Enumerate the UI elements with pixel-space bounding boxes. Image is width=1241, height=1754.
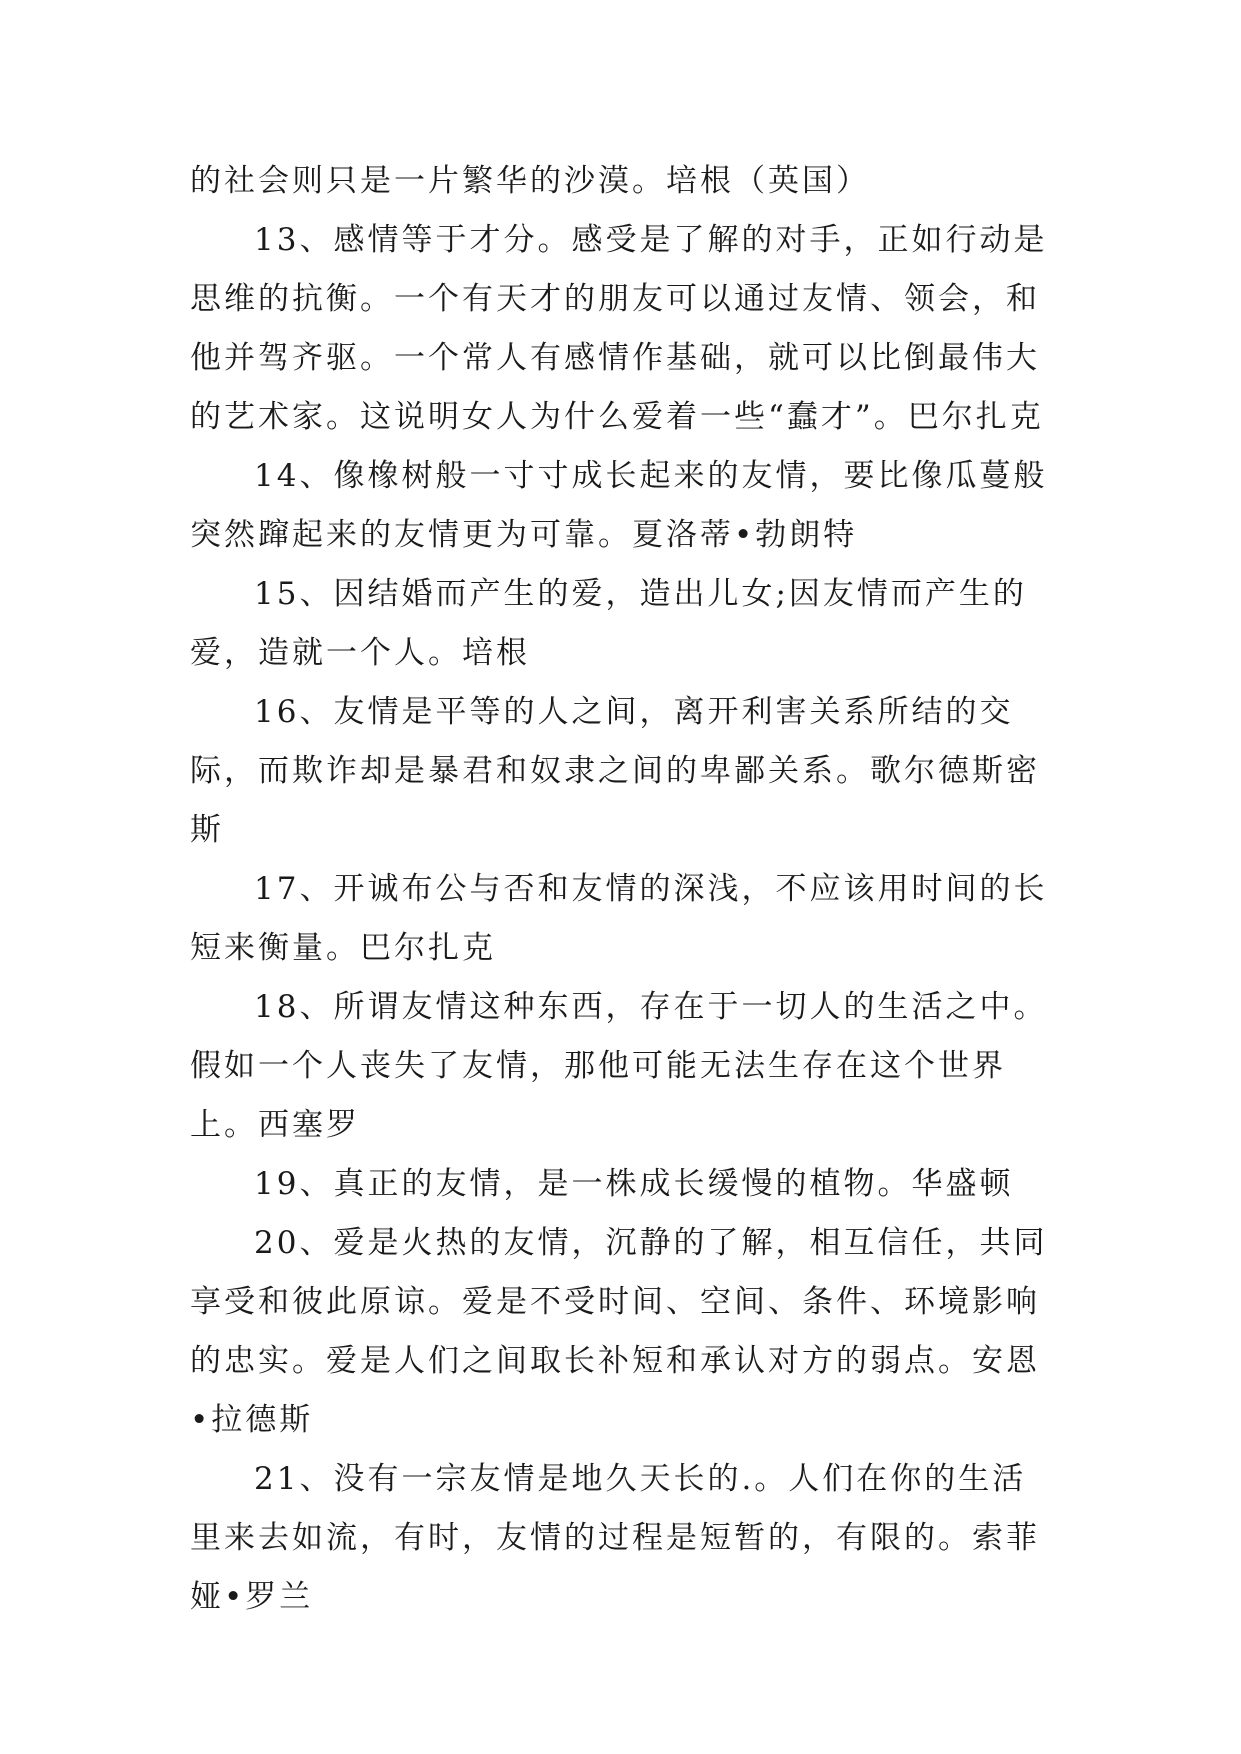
- quote-14: 14、像橡树般一寸寸成长起来的友情，要比像瓜蔓般突然蹿起来的友情更为可靠。夏洛蒂•勃朗特: [190, 458, 1048, 553]
- paragraph-continuation: 的社会则只是一片繁华的沙漠。培根（英国）: [190, 163, 870, 199]
- quote-17: 17、开诚布公与否和友情的深浅，不应该用时间的长短来衡量。巴尔扎克: [190, 871, 1048, 966]
- quote-21: 21、没有一宗友情是地久天长的.。人们在你的生活里来去如流，有时，友情的过程是短暂的，有限的。索菲娅•罗兰: [190, 1461, 1040, 1615]
- quote-18: 18、所谓友情这种东西，存在于一切人的生活之中。假如一个人丧失了友情，那他可能无法生存在这个世界上。西塞罗: [190, 989, 1048, 1143]
- quote-15: 15、因结婚而产生的爱，造出儿女;因友情而产生的爱，造就一个人。培根: [190, 576, 1027, 671]
- quote-16: 16、友情是平等的人之间，离开利害关系所结的交际，而欺诈却是暴君和奴隶之间的卑鄙关系。歌尔德斯密斯: [190, 694, 1040, 848]
- quote-13: 13、感情等于才分。感受是了解的对手，正如行动是思维的抗衡。一个有天才的朋友可以通过友情、领会，和他并驾齐驱。一个常人有感情作基础，就可以比倒最伟大的艺术家。这说明女人为什么爱着一些“蠢才”。巴尔扎克: [190, 222, 1048, 435]
- document-body: [190, 152, 1060, 1627]
- quote-19: 19、真正的友情，是一株成长缓慢的植物。华盛顿: [254, 1166, 1014, 1202]
- quote-20: 20、爱是火热的友情，沉静的了解，相互信任，共同享受和彼此原谅。爱是不受时间、空间、条件、环境影响的忠实。爱是人们之间取长补短和承认对方的弱点。安恩•拉德斯: [190, 1225, 1048, 1438]
